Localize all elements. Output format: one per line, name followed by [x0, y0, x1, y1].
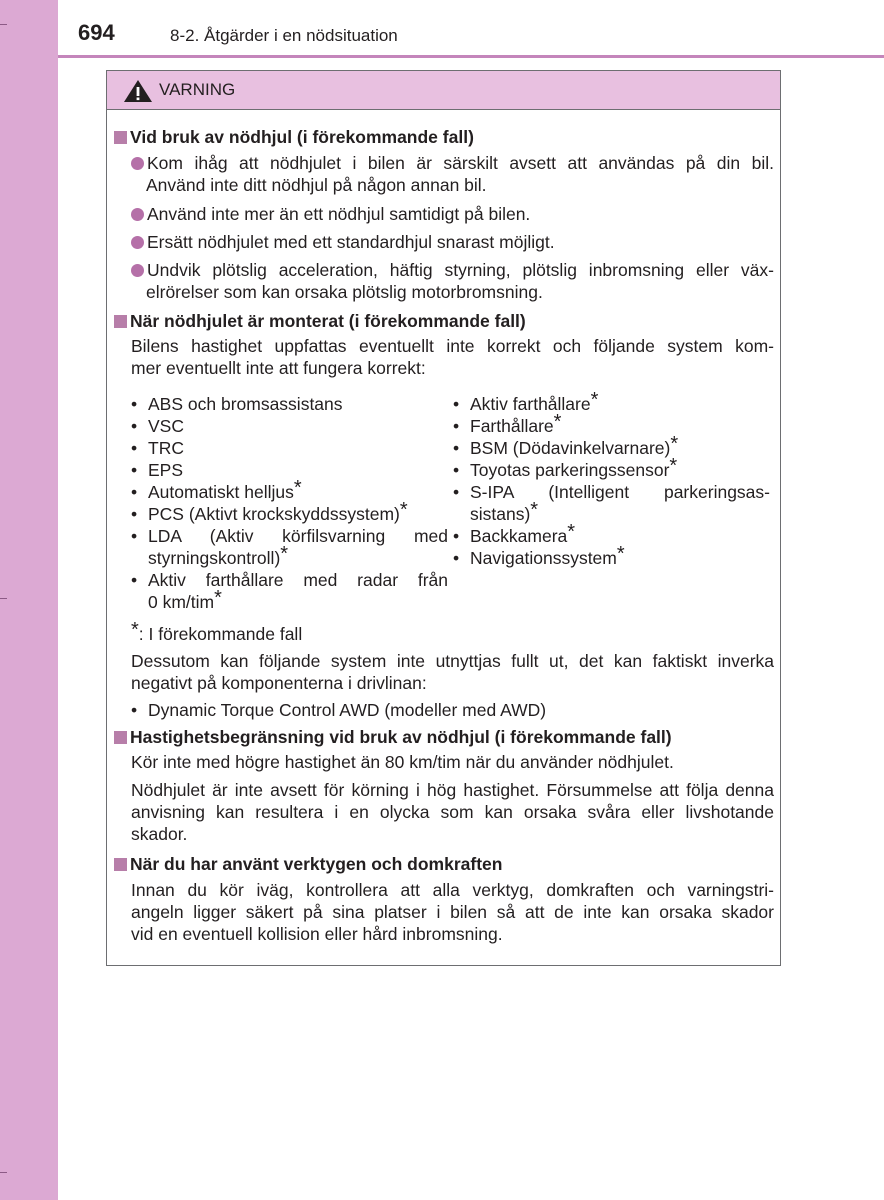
margin-tick — [0, 1172, 7, 1173]
system-item: • BSM (Dödavinkelvarnare)* — [453, 437, 770, 459]
warning-title: VARNING — [159, 80, 236, 99]
paragraph: Bilens hastighet uppfattas eventuellt inte korrekt och följande system kom- mer eventuellt inte att fungera korrekt: — [131, 336, 774, 378]
section-heading: Vid bruk av nödhjul (i förekommande fall) — [114, 126, 474, 148]
system-item: • Backkamera* — [453, 525, 770, 547]
circle-bullet-icon — [131, 236, 144, 249]
system-item: • LDA (Aktiv körfilsvarning med styrningskontroll)* — [131, 525, 448, 569]
section-heading: Hastighetsbegränsning vid bruk av nödhjul (i förekommande fall) — [114, 726, 672, 748]
circle-bullet-icon — [131, 264, 144, 277]
circle-bullet-icon — [131, 208, 144, 221]
warning-header — [107, 71, 780, 110]
section-heading: När du har använt verktygen och domkraften — [114, 853, 502, 875]
header-rule — [58, 55, 884, 58]
system-item: • Farthållare* — [453, 415, 770, 437]
square-bullet-icon — [114, 315, 127, 328]
paragraph: Innan du kör iväg, kontrollera att alla verktyg, domkraften och varningstri- angeln ligger säkert på sina platser i bilen så att de inte kan orsaka skador vid en eventuell kollision eller hård inbromsning. — [131, 880, 774, 944]
margin-tick — [0, 598, 7, 599]
system-item: • Automatiskt helljus* — [131, 481, 448, 503]
footnote: *: I förekommande fall — [131, 619, 303, 644]
system-item: • Navigationssystem* — [453, 547, 770, 569]
square-bullet-icon — [114, 131, 127, 144]
square-bullet-icon — [114, 731, 127, 744]
system-item: • Aktiv farthållare* — [453, 393, 770, 415]
system-item: • Dynamic Torque Control AWD (modeller med AWD) — [131, 699, 748, 721]
circle-bullet-icon — [131, 157, 144, 170]
warning-box — [106, 70, 781, 966]
margin-tick — [0, 24, 7, 25]
system-item: • EPS — [131, 459, 448, 481]
list-item: Undvik plötslig acceleration, häftig styrning, plötslig inbromsning eller väx- elrörelser som kan orsaka plötslig motorbromsning. — [131, 259, 774, 303]
system-item: • Toyotas parkeringssensor* — [453, 459, 770, 481]
system-item: • S-IPA (Intelligent parkeringsas- sistans)* — [453, 481, 770, 525]
section-heading: När nödhjulet är monterat (i förekommande fall) — [114, 310, 526, 332]
paragraph: Dessutom kan följande system inte utnyttjas fullt ut, det kan faktiskt inverka negativt på komponenterna i drivlinan: — [131, 651, 774, 693]
list-item: Ersätt nödhjulet med ett standardhjul snarast möjligt. — [131, 231, 774, 253]
page-number: 694 — [78, 20, 115, 45]
square-bullet-icon — [114, 858, 127, 871]
system-item: • PCS (Aktivt krockskyddssystem)* — [131, 503, 448, 525]
system-item: • Aktiv farthållare med radar från 0 km/tim* — [131, 569, 448, 613]
section-title: 8-2. Åtgärder i en nödsituation — [170, 26, 398, 45]
list-item: Kom ihåg att nödhjulet i bilen är särskilt avsett att användas på din bil. Använd inte ditt nödhjul på någon annan bil. — [131, 152, 774, 196]
paragraph: Nödhjulet är inte avsett för körning i hög hastighet. Försummelse att följa denna anvisning kan resultera i en olycka som kan orsaka svåra eller livshotande skador. — [131, 780, 774, 844]
paragraph: Kör inte med högre hastighet än 80 km/tim när du använder nödhjulet. — [131, 752, 674, 772]
system-item: • VSC — [131, 415, 448, 437]
system-item: • TRC — [131, 437, 448, 459]
side-tab — [0, 0, 58, 1200]
list-item: Använd inte mer än ett nödhjul samtidigt på bilen. — [131, 203, 774, 225]
system-item: • ABS och bromsassistans — [131, 393, 448, 415]
warning-triangle-icon — [123, 79, 153, 108]
